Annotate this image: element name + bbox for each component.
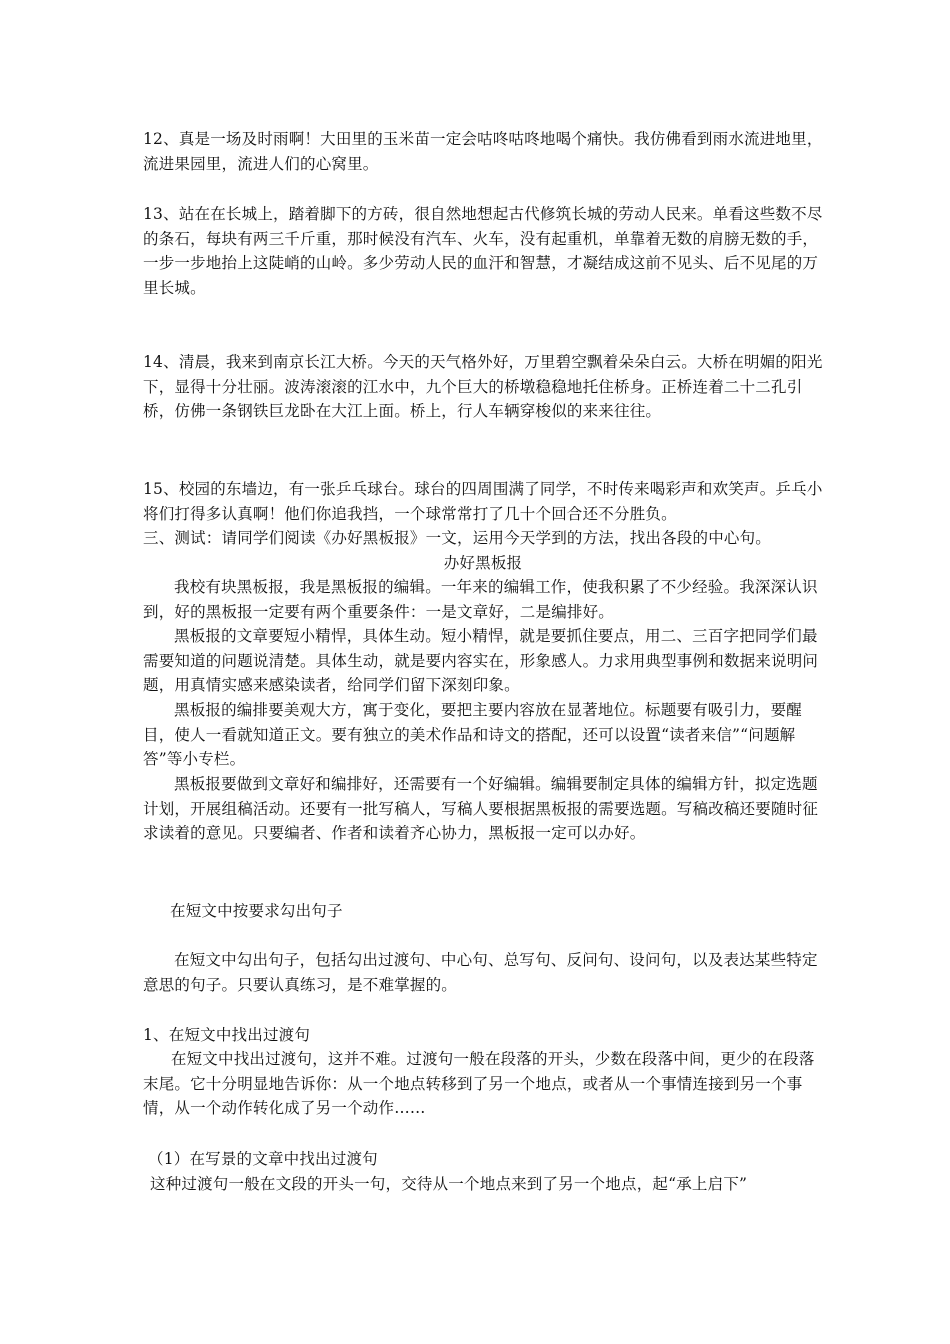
article-paragraph-2: 黑板报的文章要短小精悍，具体生动。短小精悍，就是要抓住要点，用二、三百字把同学们最需要知道的问题说清楚。具体生动，就是要内容实在，形象感人。力求用典型事例和数据来说明问题，用真情实感来感染读者，给同学们留下深刻印象。 bbox=[143, 627, 819, 694]
heading-transition-sentence: 1、在短文中找出过渡句 bbox=[143, 1026, 311, 1044]
paragraph-13: 13、站在在长城上，踏着脚下的方砖，很自然地想起古代修筑长城的劳动人民来。单看这些数不尽的条石，每块有两三千斤重，那时候没有汽车、火车，没有起重机，单靠着无数的肩膀无数的手，一步一步地抬上这陡峭的山岭。多少劳动人民的血汗和智慧，才凝结成这前不见头、后不见尾的万里长城。 bbox=[143, 205, 823, 297]
paragraph-15: 15、校园的东墙边，有一张乒乓球台。球台的四周围满了同学，不时传来喝彩声和欢笑声。乒乓小将们打得多认真啊！他们你追我挡，一个球常常打了几十个回合还不分胜负。 bbox=[143, 480, 823, 523]
transition-explanation: 在短文中找出过渡句，这并不难。过渡句一般在段落的开头，少数在段落中间，更少的在段落末尾。它十分明显地告诉你：从一个地点转移到了另一个地点，或者从一个事情连接到另一个事情，从一个动作转化成了另一个动作…… bbox=[143, 1050, 815, 1117]
article-title: 办好黑板报 bbox=[443, 554, 523, 572]
article-paragraph-4: 黑板报要做到文章好和编排好，还需要有一个好编辑。编辑要制定具体的编辑方针，拟定选题计划，开展组稿活动。还要有一批写稿人，写稿人要根据黑板报的需要选题。写稿改稿还要随时征求读着的意见。只要编者、作者和读着齐心协力，黑板报一定可以办好。 bbox=[143, 775, 819, 842]
article-paragraph-1: 我校有块黑板报，我是黑板报的编辑。一年来的编辑工作，使我积累了不少经验。我深深认识到，好的黑板报一定要有两个重要条件：一是文章好，二是编排好。 bbox=[143, 578, 818, 621]
subheading-scenery: （1）在写景的文章中找出过渡句 bbox=[148, 1150, 378, 1168]
section-title: 在短文中按要求勾出句子 bbox=[170, 902, 343, 920]
section-intro: 在短文中勾出句子，包括勾出过渡句、中心句、总写句、反问句、设问句，以及表达某些特定意思的句子。只要认真练习，是不难掌握的。 bbox=[143, 951, 818, 994]
paragraph-14: 14、清晨，我来到南京长江大桥。今天的天气格外好，万里碧空飘着朵朵白云。大桥在明媚的阳光下，显得十分壮丽。波涛滚滚的江水中，九个巨大的桥墩稳稳地托住桥身。正桥连着二十二孔引桥，仿佛一条钢铁巨龙卧在大江上面。桥上，行人车辆穿梭似的来来往往。 bbox=[143, 353, 823, 420]
paragraph-12: 12、真是一场及时雨啊！大田里的玉米苗一定会咕咚咕咚地喝个痛快。我仿佛看到雨水流进地里，流进果园里，流进人们的心窝里。 bbox=[143, 130, 823, 173]
article-paragraph-3: 黑板报的编排要美观大方，寓于变化，要把主要内容放在显著地位。标题要有吸引力，要醒目，使人一看就知道正文。要有独立的美术作品和诗文的搭配，还可以设置“读者来信”“问题解答”等小专栏。 bbox=[143, 701, 803, 768]
scenery-explanation: 这种过渡句一般在文段的开头一句，交待从一个地点来到了另一个地点，起“承上启下” bbox=[150, 1175, 748, 1193]
test-instruction: 三、测试：请同学们阅读《办好黑板报》一文，运用今天学到的方法，找出各段的中心句。 bbox=[143, 529, 772, 547]
